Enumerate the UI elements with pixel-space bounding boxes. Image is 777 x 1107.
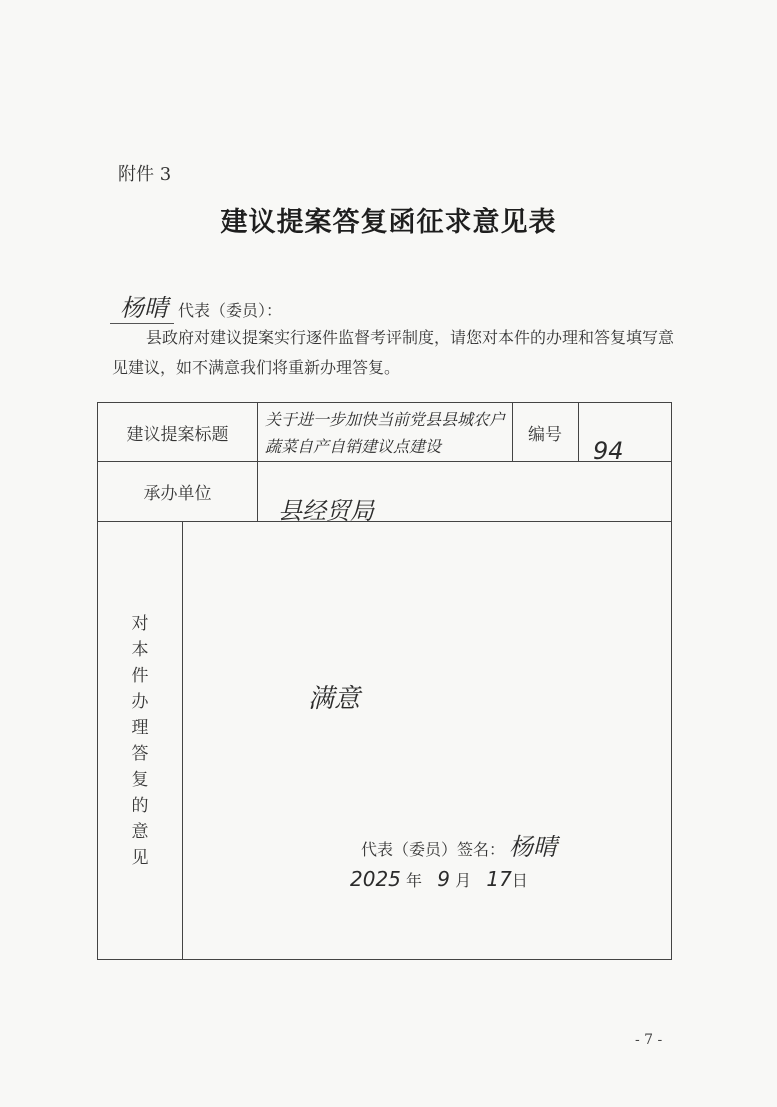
intro-paragraph: 县政府对建议提案实行逐件监督考评制度，请您对本件的办理和答复填写意见建议，如不满意我们将重新办理答复。: [112, 328, 675, 377]
unit-label: 承办单位: [143, 483, 212, 504]
handwritten-year: 2025: [350, 867, 401, 891]
page-number: - 7 -: [635, 1032, 663, 1048]
table-row-divider: [98, 521, 671, 522]
opinion-label-text: 对本件办理答复的意见: [131, 614, 149, 868]
date-line: [350, 867, 528, 891]
handwritten-day: 17: [486, 867, 512, 891]
handwritten-opinion: 满意: [308, 684, 361, 714]
handwritten-signature: 杨晴: [509, 833, 558, 861]
handwritten-number: 94: [593, 437, 624, 465]
signature-line: [361, 827, 557, 862]
table-column-divider: [578, 403, 579, 461]
month-suffix: 月: [455, 871, 472, 890]
handwritten-recipient-name: 杨晴: [110, 288, 174, 324]
year-suffix: 年: [406, 871, 423, 890]
salutation: [110, 288, 282, 324]
handwritten-month: 9: [437, 867, 451, 891]
handwritten-unit: 县经贸局: [278, 497, 374, 525]
title-label: 建议提案标题: [126, 424, 229, 445]
document-title: 建议提案答复函征求意见表: [220, 207, 557, 238]
feedback-form-table: [97, 402, 672, 960]
salutation-suffix: 代表（委员）：: [178, 301, 283, 320]
table-column-divider: [182, 521, 183, 959]
handwritten-proposal-title: 关于进一步加快当前党县县城农户蔬菜自产自销建议点建设: [265, 410, 506, 456]
signature-label: 代表（委员）签名：: [361, 840, 506, 859]
attachment-label: 附件 3: [118, 164, 172, 185]
day-suffix: 日: [511, 871, 528, 890]
table-column-divider: [257, 403, 258, 521]
opinion-label: [98, 523, 182, 959]
number-label: 编号: [528, 424, 562, 445]
